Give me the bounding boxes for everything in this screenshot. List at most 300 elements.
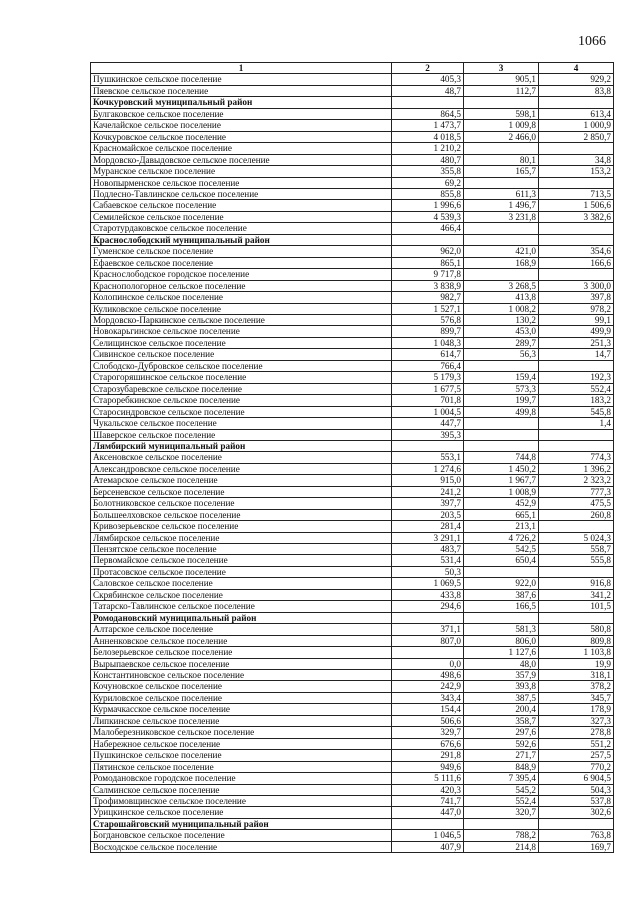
row-name-cell: Подлесно-Тавлинское сельское поселение [91, 188, 392, 199]
row-value-cell-c3: 744,8 [464, 452, 539, 463]
row-value-cell-c3: 3 231,8 [464, 211, 539, 222]
row-value-cell-c3: 806,0 [464, 635, 539, 646]
row-value-cell-c4: 551,2 [539, 738, 614, 749]
row-value-cell-c2: 1 046,5 [392, 830, 464, 841]
row-value-cell-c3: 573,3 [464, 383, 539, 394]
row-name-cell: Урицкинское сельское поселение [91, 807, 392, 818]
table-row [91, 555, 614, 566]
row-value-cell-c3: 393,8 [464, 681, 539, 692]
row-value-cell-c3: 665,1 [464, 509, 539, 520]
row-value-cell-c3: 159,4 [464, 372, 539, 383]
row-value-cell-c4: 475,5 [539, 498, 614, 509]
row-name-cell: Липкинское сельское поселение [91, 715, 392, 726]
row-value-cell-c3: 452,9 [464, 498, 539, 509]
row-value-cell-c4 [539, 223, 614, 234]
row-value-cell-c4 [539, 612, 614, 623]
row-value-cell-c2: 1 473,7 [392, 120, 464, 131]
row-value-cell-c4: 251,3 [539, 337, 614, 348]
row-value-cell-c2: 741,7 [392, 796, 464, 807]
row-value-cell-c4: 1 396,2 [539, 463, 614, 474]
district-heading-row [91, 234, 614, 245]
row-value-cell-c2: 241,2 [392, 486, 464, 497]
table-row [91, 521, 614, 532]
row-value-cell-c2: 676,6 [392, 738, 464, 749]
row-value-cell-c3: 387,6 [464, 589, 539, 600]
row-value-cell-c3: 413,8 [464, 292, 539, 303]
row-name-cell: Вырыпаевское сельское поселение [91, 658, 392, 669]
row-value-cell-c2: 291,8 [392, 750, 464, 761]
row-value-cell-c4: 153,2 [539, 166, 614, 177]
row-value-cell-c3 [464, 143, 539, 154]
row-value-cell-c4: 327,3 [539, 715, 614, 726]
row-value-cell-c4: 777,3 [539, 486, 614, 497]
row-value-cell-c2: 531,4 [392, 555, 464, 566]
row-value-cell-c4: 260,8 [539, 509, 614, 520]
table-row [91, 360, 614, 371]
row-value-cell-c3: 1 496,7 [464, 200, 539, 211]
row-value-cell-c2: 329,7 [392, 727, 464, 738]
row-name-cell: Белозерьевское сельское поселение [91, 647, 392, 658]
table-row [91, 784, 614, 795]
row-value-cell-c4: 192,3 [539, 372, 614, 383]
table-row [91, 807, 614, 818]
row-name-cell: Качелайское сельское поселение [91, 120, 392, 131]
row-value-cell-c4: 19,9 [539, 658, 614, 669]
row-value-cell-c4: 183,2 [539, 395, 614, 406]
row-value-cell-c3: 168,9 [464, 257, 539, 268]
row-value-cell-c2: 553,1 [392, 452, 464, 463]
row-value-cell-c2: 807,0 [392, 635, 464, 646]
row-value-cell-c4 [539, 234, 614, 245]
row-value-cell-c3: 200,4 [464, 704, 539, 715]
row-value-cell-c3: 788,2 [464, 830, 539, 841]
header-col-3: 3 [464, 63, 539, 74]
row-value-cell-c3: 112,7 [464, 85, 539, 96]
row-name-cell: Кочуновское сельское поселение [91, 681, 392, 692]
table-row [91, 773, 614, 784]
row-value-cell-c3: 1 127,6 [464, 647, 539, 658]
row-name-cell: Скрябинское сельское поселение [91, 589, 392, 600]
table-row [91, 704, 614, 715]
table-row [91, 143, 614, 154]
row-value-cell-c3 [464, 612, 539, 623]
row-value-cell-c3: 598,1 [464, 108, 539, 119]
table-row [91, 796, 614, 807]
row-name-cell: Кривозерьевское сельское поселение [91, 521, 392, 532]
row-name-cell: Курмачкасское сельское поселение [91, 704, 392, 715]
row-value-cell-c2: 371,1 [392, 624, 464, 635]
row-value-cell-c2: 50,3 [392, 566, 464, 577]
table-row [91, 761, 614, 772]
row-name-cell: Ромодановский муниципальный район [91, 612, 392, 623]
table-row [91, 177, 614, 188]
row-name-cell: Новопырменское сельское поселение [91, 177, 392, 188]
row-value-cell-c4: 763,8 [539, 830, 614, 841]
row-name-cell: Пяевское сельское поселение [91, 85, 392, 96]
row-value-cell-c4: 499,9 [539, 326, 614, 337]
row-value-cell-c2: 447,7 [392, 418, 464, 429]
row-value-cell-c3: 1 967,7 [464, 475, 539, 486]
district-heading-row [91, 440, 614, 451]
row-value-cell-c3: 297,6 [464, 727, 539, 738]
row-value-cell-c3: 650,4 [464, 555, 539, 566]
row-value-cell-c2: 433,8 [392, 589, 464, 600]
row-value-cell-c4: 302,6 [539, 807, 614, 818]
row-value-cell-c4: 6 904,5 [539, 773, 614, 784]
table-row [91, 738, 614, 749]
table-row [91, 188, 614, 199]
row-value-cell-c4: 2 850,7 [539, 131, 614, 142]
row-value-cell-c4 [539, 566, 614, 577]
header-col-1: 1 [91, 63, 392, 74]
table-row [91, 314, 614, 325]
row-name-cell: Восходское сельское поселение [91, 841, 392, 852]
row-name-cell: Атемарское сельское поселение [91, 475, 392, 486]
row-value-cell-c4: 354,6 [539, 246, 614, 257]
row-value-cell-c4: 178,9 [539, 704, 614, 715]
row-name-cell: Анненковское сельское поселение [91, 635, 392, 646]
row-value-cell-c4: 1 000,9 [539, 120, 614, 131]
row-value-cell-c2: 498,6 [392, 670, 464, 681]
table-row [91, 841, 614, 852]
row-value-cell-c4: 774,3 [539, 452, 614, 463]
row-name-cell: Набережное сельское поселение [91, 738, 392, 749]
row-value-cell-c3 [464, 97, 539, 108]
row-value-cell-c3: 922,0 [464, 578, 539, 589]
table-row [91, 830, 614, 841]
row-name-cell: Старотурдаковское сельское поселение [91, 223, 392, 234]
row-name-cell: Ромодановское городское поселение [91, 773, 392, 784]
row-name-cell: Куриловское сельское поселение [91, 692, 392, 703]
row-name-cell: Мордовско-Паркинское сельское поселение [91, 314, 392, 325]
row-name-cell: Ефаевское сельское поселение [91, 257, 392, 268]
row-value-cell-c4 [539, 97, 614, 108]
row-value-cell-c4: 5 024,3 [539, 532, 614, 543]
row-value-cell-c2: 949,6 [392, 761, 464, 772]
row-value-cell-c3: 166,5 [464, 601, 539, 612]
row-value-cell-c3: 545,2 [464, 784, 539, 795]
table-row [91, 486, 614, 497]
row-name-cell: Краснослободское городское поселение [91, 269, 392, 280]
row-value-cell-c3: 358,7 [464, 715, 539, 726]
row-value-cell-c3: 214,8 [464, 841, 539, 852]
row-value-cell-c2: 4 018,5 [392, 131, 464, 142]
row-value-cell-c4: 278,8 [539, 727, 614, 738]
table-row [91, 544, 614, 555]
row-value-cell-c2: 1 677,5 [392, 383, 464, 394]
row-value-cell-c3: 552,4 [464, 796, 539, 807]
row-value-cell-c4: 2 323,2 [539, 475, 614, 486]
row-value-cell-c3: 848,9 [464, 761, 539, 772]
table-row [91, 166, 614, 177]
row-name-cell: Чукальское сельское поселение [91, 418, 392, 429]
table-row [91, 601, 614, 612]
row-value-cell-c4: 580,8 [539, 624, 614, 635]
table-row [91, 658, 614, 669]
row-name-cell: Колопинское сельское поселение [91, 292, 392, 303]
row-name-cell: Первомайское сельское поселение [91, 555, 392, 566]
row-value-cell-c2: 447,0 [392, 807, 464, 818]
row-value-cell-c2: 1 274,6 [392, 463, 464, 474]
row-value-cell-c2: 343,4 [392, 692, 464, 703]
row-value-cell-c4: 397,8 [539, 292, 614, 303]
row-name-cell: Салминское сельское поселение [91, 784, 392, 795]
row-value-cell-c4: 3 300,0 [539, 280, 614, 291]
row-value-cell-c3: 48,0 [464, 658, 539, 669]
row-value-cell-c4: 770,2 [539, 761, 614, 772]
row-value-cell-c3: 905,1 [464, 74, 539, 85]
row-name-cell: Новокарьгинское сельское поселение [91, 326, 392, 337]
table-row [91, 395, 614, 406]
row-value-cell-c4: 929,2 [539, 74, 614, 85]
row-name-cell: Трофимовщинское сельское поселение [91, 796, 392, 807]
row-value-cell-c2: 203,5 [392, 509, 464, 520]
row-value-cell-c3 [464, 234, 539, 245]
row-value-cell-c2: 1 004,5 [392, 406, 464, 417]
row-value-cell-c3: 165,7 [464, 166, 539, 177]
row-name-cell: Старосиндровское сельское поселение [91, 406, 392, 417]
row-value-cell-c3: 1 450,2 [464, 463, 539, 474]
district-heading-row [91, 612, 614, 623]
row-value-cell-c3: 421,0 [464, 246, 539, 257]
row-value-cell-c4: 257,5 [539, 750, 614, 761]
table-row [91, 692, 614, 703]
table-row [91, 670, 614, 681]
row-name-cell: Константиновское сельское поселение [91, 670, 392, 681]
row-value-cell-c4: 101,5 [539, 601, 614, 612]
row-value-cell-c3: 199,7 [464, 395, 539, 406]
row-value-cell-c4 [539, 440, 614, 451]
table-row [91, 715, 614, 726]
table-header-row [91, 63, 614, 74]
table-row [91, 74, 614, 85]
row-value-cell-c2: 395,3 [392, 429, 464, 440]
table-row [91, 257, 614, 268]
row-value-cell-c4 [539, 269, 614, 280]
row-value-cell-c2: 480,7 [392, 154, 464, 165]
row-name-cell: Краснослободский муниципальный район [91, 234, 392, 245]
row-value-cell-c3: 7 395,4 [464, 773, 539, 784]
row-value-cell-c2 [392, 818, 464, 829]
row-value-cell-c4: 1,4 [539, 418, 614, 429]
table-row [91, 280, 614, 291]
row-value-cell-c2: 766,4 [392, 360, 464, 371]
row-value-cell-c3 [464, 440, 539, 451]
table-row [91, 406, 614, 417]
row-value-cell-c2: 614,7 [392, 349, 464, 360]
row-value-cell-c2: 899,7 [392, 326, 464, 337]
district-heading-row [91, 818, 614, 829]
table-row [91, 303, 614, 314]
row-value-cell-c2: 576,8 [392, 314, 464, 325]
row-value-cell-c2: 5 179,3 [392, 372, 464, 383]
row-value-cell-c3 [464, 429, 539, 440]
row-value-cell-c4: 14,7 [539, 349, 614, 360]
row-name-cell: Кочкуровское сельское поселение [91, 131, 392, 142]
row-value-cell-c4: 34,8 [539, 154, 614, 165]
row-value-cell-c2 [392, 440, 464, 451]
row-value-cell-c3: 3 268,5 [464, 280, 539, 291]
table-row [91, 429, 614, 440]
row-value-cell-c3: 453,0 [464, 326, 539, 337]
row-value-cell-c2: 69,2 [392, 177, 464, 188]
row-value-cell-c4: 166,6 [539, 257, 614, 268]
table-row [91, 246, 614, 257]
row-name-cell: Слободско-Дубровское сельское поселение [91, 360, 392, 371]
table-row [91, 589, 614, 600]
row-value-cell-c4: 169,7 [539, 841, 614, 852]
row-name-cell: Александровское сельское поселение [91, 463, 392, 474]
row-value-cell-c3: 499,8 [464, 406, 539, 417]
table-row [91, 120, 614, 131]
row-name-cell: Аксеновское сельское поселение [91, 452, 392, 463]
row-name-cell: Большеелховское сельское поселение [91, 509, 392, 520]
row-value-cell-c2: 1 048,3 [392, 337, 464, 348]
page-number: 1066 [578, 34, 606, 49]
row-name-cell: Алтарское сельское поселение [91, 624, 392, 635]
table-row [91, 509, 614, 520]
row-name-cell: Мордовско-Давыдовское сельское поселение [91, 154, 392, 165]
row-name-cell: Сабаевское сельское поселение [91, 200, 392, 211]
row-value-cell-c3 [464, 269, 539, 280]
row-value-cell-c4: 3 382,6 [539, 211, 614, 222]
header-col-4: 4 [539, 63, 614, 74]
row-value-cell-c4 [539, 429, 614, 440]
row-name-cell: Берсеневское сельское поселение [91, 486, 392, 497]
table-row [91, 269, 614, 280]
row-value-cell-c3: 56,3 [464, 349, 539, 360]
row-value-cell-c4: 978,2 [539, 303, 614, 314]
row-value-cell-c2: 3 838,9 [392, 280, 464, 291]
row-value-cell-c4: 558,7 [539, 544, 614, 555]
table-row [91, 532, 614, 543]
table-row [91, 200, 614, 211]
row-value-cell-c4: 809,8 [539, 635, 614, 646]
row-value-cell-c3: 542,5 [464, 544, 539, 555]
district-heading-row [91, 97, 614, 108]
table-row [91, 154, 614, 165]
row-name-cell: Муранское сельское поселение [91, 166, 392, 177]
table-row [91, 475, 614, 486]
table-row [91, 727, 614, 738]
row-name-cell: Сивинское сельское поселение [91, 349, 392, 360]
table-row [91, 463, 614, 474]
row-name-cell: Семилейское сельское поселение [91, 211, 392, 222]
row-value-cell-c4: 552,4 [539, 383, 614, 394]
table-row [91, 624, 614, 635]
row-name-cell: Протасовское сельское поселение [91, 566, 392, 577]
table-row [91, 292, 614, 303]
row-value-cell-c4: 545,8 [539, 406, 614, 417]
row-value-cell-c2: 982,7 [392, 292, 464, 303]
row-value-cell-c2: 962,0 [392, 246, 464, 257]
table-row [91, 750, 614, 761]
row-value-cell-c3: 1 008,9 [464, 486, 539, 497]
table-row [91, 418, 614, 429]
row-value-cell-c3: 387,5 [464, 692, 539, 703]
row-value-cell-c3: 592,6 [464, 738, 539, 749]
row-name-cell: Лямбирское сельское поселение [91, 532, 392, 543]
row-value-cell-c3: 271,7 [464, 750, 539, 761]
row-value-cell-c2 [392, 647, 464, 658]
row-value-cell-c2: 154,4 [392, 704, 464, 715]
row-value-cell-c4: 83,8 [539, 85, 614, 96]
row-value-cell-c2: 4 539,3 [392, 211, 464, 222]
row-value-cell-c3: 357,9 [464, 670, 539, 681]
row-value-cell-c2: 466,4 [392, 223, 464, 234]
row-value-cell-c4: 378,2 [539, 681, 614, 692]
row-value-cell-c2: 701,8 [392, 395, 464, 406]
table-row [91, 211, 614, 222]
table-row [91, 372, 614, 383]
row-value-cell-c2: 355,8 [392, 166, 464, 177]
row-value-cell-c2: 864,5 [392, 108, 464, 119]
row-value-cell-c2: 3 291,1 [392, 532, 464, 543]
row-value-cell-c4: 916,8 [539, 578, 614, 589]
table-row [91, 131, 614, 142]
table-row [91, 223, 614, 234]
header-col-2: 2 [392, 63, 464, 74]
row-value-cell-c2: 865,1 [392, 257, 464, 268]
row-name-cell: Старошайговский муниципальный район [91, 818, 392, 829]
row-name-cell: Кочкуровский муниципальный район [91, 97, 392, 108]
row-value-cell-c2: 242,9 [392, 681, 464, 692]
row-value-cell-c4 [539, 818, 614, 829]
row-value-cell-c4: 345,7 [539, 692, 614, 703]
row-value-cell-c3 [464, 818, 539, 829]
row-value-cell-c2: 9 717,8 [392, 269, 464, 280]
table-body [91, 74, 614, 853]
table-row [91, 681, 614, 692]
row-value-cell-c2: 1 996,6 [392, 200, 464, 211]
row-value-cell-c3 [464, 566, 539, 577]
row-value-cell-c4: 504,3 [539, 784, 614, 795]
row-value-cell-c2: 855,8 [392, 188, 464, 199]
row-value-cell-c3: 289,7 [464, 337, 539, 348]
row-name-cell: Красномайское сельское поселение [91, 143, 392, 154]
table-row [91, 383, 614, 394]
table-row [91, 635, 614, 646]
row-value-cell-c3: 611,3 [464, 188, 539, 199]
row-name-cell: Пушкинское сельское поселение [91, 74, 392, 85]
row-value-cell-c4 [539, 143, 614, 154]
table-row [91, 566, 614, 577]
row-name-cell: Пушкинское сельское поселение [91, 750, 392, 761]
table-row [91, 85, 614, 96]
row-value-cell-c2: 281,4 [392, 521, 464, 532]
row-value-cell-c4 [539, 521, 614, 532]
row-value-cell-c3: 320,7 [464, 807, 539, 818]
row-value-cell-c2: 407,9 [392, 841, 464, 852]
row-value-cell-c3: 80,1 [464, 154, 539, 165]
row-value-cell-c2 [392, 612, 464, 623]
row-value-cell-c2: 405,3 [392, 74, 464, 85]
table-row [91, 647, 614, 658]
row-value-cell-c4 [539, 177, 614, 188]
row-value-cell-c3: 581,3 [464, 624, 539, 635]
row-value-cell-c4: 1 506,6 [539, 200, 614, 211]
row-value-cell-c4: 1 103,8 [539, 647, 614, 658]
budget-table [90, 62, 614, 853]
row-value-cell-c2 [392, 97, 464, 108]
row-name-cell: Саловское сельское поселение [91, 578, 392, 589]
row-value-cell-c4: 555,8 [539, 555, 614, 566]
row-value-cell-c3 [464, 360, 539, 371]
row-value-cell-c3: 2 466,0 [464, 131, 539, 142]
row-name-cell: Шаверское сельское поселение [91, 429, 392, 440]
row-value-cell-c2: 1 069,5 [392, 578, 464, 589]
row-value-cell-c3: 130,2 [464, 314, 539, 325]
